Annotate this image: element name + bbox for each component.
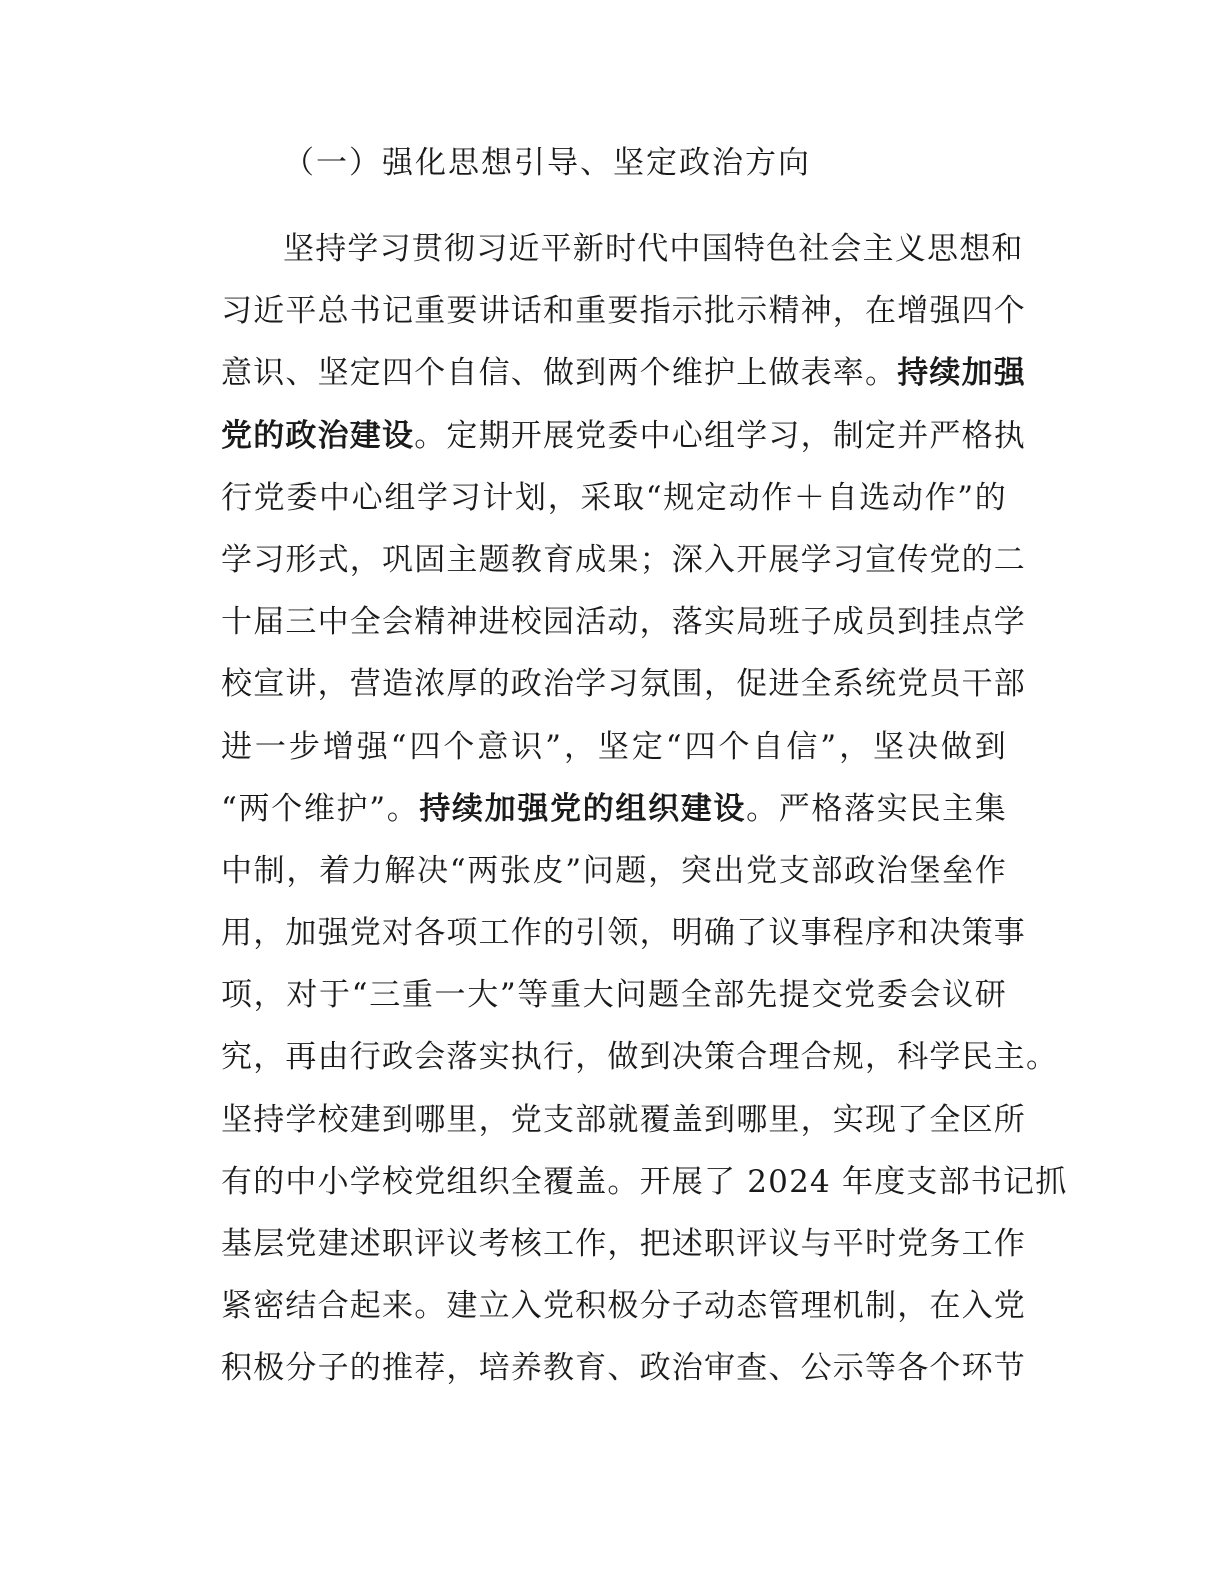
text-segment: 校宣讲，营造浓厚的政治学习氛围，促进全系统党员干部: [221, 666, 1026, 703]
text-line: [221, 1346, 1026, 1408]
section-heading: （一）强化思想引导、坚定政治方向: [283, 145, 811, 181]
text-line: [221, 538, 1026, 600]
text-segment: 学习形式，巩固主题教育成果；深入开展学习宣传党的二: [221, 541, 1026, 578]
text-segment: 中制，着力解决“两张皮”问题，突出党支部政治堡垒作: [221, 852, 1007, 889]
text-line: [221, 600, 1026, 662]
text-line: [221, 1284, 1026, 1346]
text-segment: 意识、坚定四个自信、做到两个维护上做表率。: [221, 355, 898, 392]
text-segment: 积极分子的推荐，培养教育、政治审查、公示等各个环节: [221, 1350, 1026, 1387]
text-segment: 究，再由行政会落实执行，做到决策合理合规，科学民主。: [221, 1039, 1059, 1076]
text-line: [221, 351, 1027, 413]
text-line: [221, 414, 1027, 476]
text-segment: 坚持学习贯彻习近平新时代中国特色社会主义思想和: [283, 231, 1024, 267]
text-segment: 项，对于“三重一大”等重大问题全部先提交党委会议研: [221, 977, 1007, 1014]
body-paragraph: [221, 227, 1068, 1409]
text-segment: 行党委中心组学习计划，采取“规定动作＋自选动作”的: [221, 479, 1007, 516]
text-segment: 紧密结合起来。建立入党积极分子动态管理机制，在入党: [221, 1288, 1026, 1325]
text-line: [221, 1098, 1026, 1160]
text-line: [221, 476, 1007, 538]
text-line: [221, 787, 1007, 849]
text-line: [221, 1160, 1068, 1222]
text-segment: 坚持学校建到哪里，党支部就覆盖到哪里，实现了全区所: [221, 1101, 1026, 1138]
text-line: [221, 1035, 1059, 1097]
text-segment: 进一步增强“四个意识”，坚定“四个自信”，坚决做到: [221, 728, 1007, 765]
text-line: [221, 289, 1026, 351]
text-segment: 十届三中全会精神进校园活动，落实局班子成员到挂点学: [221, 604, 1026, 641]
text-line: [221, 849, 1007, 911]
text-segment: 基层党建述职评议考核工作，把述职评议与平时党务工作: [221, 1226, 1026, 1262]
text-line: [221, 911, 1026, 973]
text-segment: 有的中小学校党组织全覆盖。开展了 2024 年度支部书记抓: [221, 1163, 1068, 1200]
text-segment: 。严格落实民主集: [746, 790, 1007, 827]
text-segment: 用，加强党对各项工作的引领，明确了议事程序和决策事: [221, 915, 1026, 952]
text-line: [221, 725, 1007, 787]
text-line: [221, 973, 1007, 1035]
text-line: [221, 227, 1024, 289]
text-segment: 。定期开展党委中心组学习，制定并严格执: [414, 417, 1027, 454]
text-segment: “两个维护”。: [221, 790, 420, 827]
text-line: [221, 662, 1026, 724]
text-segment: 习近平总书记重要讲话和重要指示批示精神，在增强四个: [221, 293, 1026, 330]
bold-text-segment: 党的政治建设: [221, 417, 415, 454]
text-line: [221, 1222, 1026, 1284]
bold-text-segment: 持续加强党的组织建设: [419, 790, 747, 827]
bold-text-segment: 持续加强: [897, 355, 1027, 392]
